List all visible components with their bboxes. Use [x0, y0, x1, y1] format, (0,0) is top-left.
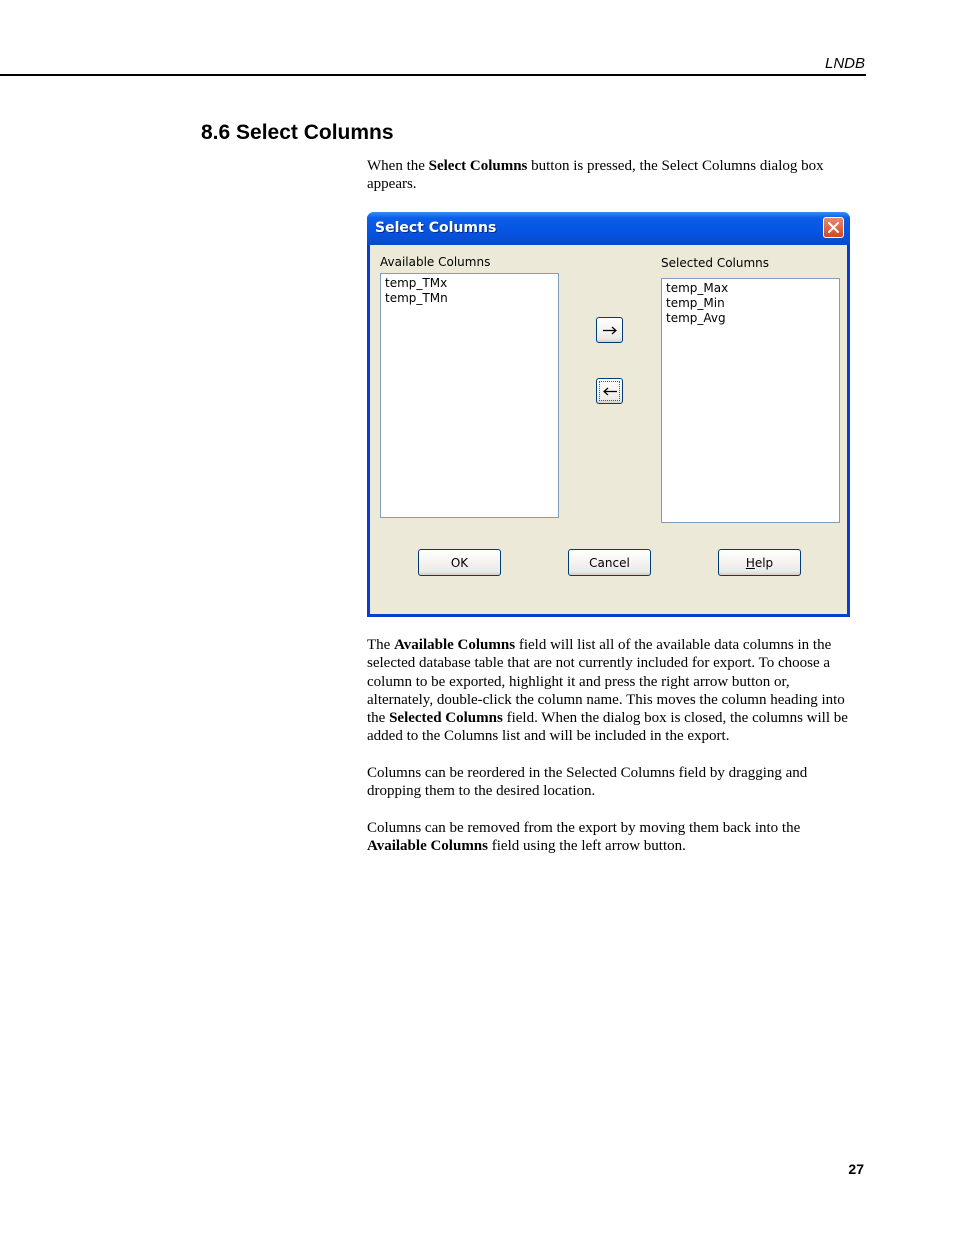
intro-text-1: When the: [367, 158, 429, 174]
available-columns-list[interactable]: [380, 273, 559, 518]
paragraph-reorder: Columns can be reordered in the Selected Columns field by dragging and dropping them to the desired location.: [367, 765, 808, 800]
focus-rect: [599, 381, 620, 401]
paragraph-remove: [367, 819, 855, 856]
intro-bold-select-columns: Select Columns: [428, 158, 528, 174]
section-title: 8.6 Select Columns: [201, 121, 394, 144]
intro-paragraph: [367, 157, 855, 194]
p3-text-2: field using the left arrow button.: [488, 838, 686, 855]
list-item[interactable]: temp_TMx: [385, 276, 448, 290]
help-label: elp: [754, 555, 774, 570]
list-item[interactable]: temp_Min: [666, 296, 725, 310]
p1-bold-available-columns: Available Columns: [394, 637, 516, 653]
dialog-title-bar[interactable]: [367, 212, 850, 245]
p1-bold-selected-columns: Selected Columns: [389, 710, 503, 727]
list-item[interactable]: temp_Avg: [666, 311, 726, 325]
help-button[interactable]: [718, 549, 801, 576]
p1-text-1: The: [367, 637, 395, 653]
paragraph-available-columns: [367, 636, 855, 746]
arrow-right-icon: [602, 326, 618, 335]
selected-columns-list[interactable]: [661, 278, 840, 523]
close-button[interactable]: [823, 217, 844, 238]
p3-text-1: Columns can be removed from the export by moving them back into the: [367, 820, 801, 836]
p1-text-3: field. When the dialog box is closed, the columns will be added to the Columns list and will be included in the export.: [367, 710, 848, 745]
move-right-button[interactable]: [596, 317, 623, 343]
close-icon: [828, 222, 839, 233]
page-number: 27: [848, 1161, 864, 1177]
header-rule: [0, 74, 866, 76]
running-head: LNDB: [824, 55, 865, 72]
list-item[interactable]: temp_TMn: [385, 291, 448, 305]
p1-text-2: field will list all of the available data columns in the selected database table that are not currently included for export. To choose a column to be exported, highlight it and press the right arrow button or, alternately, double-click the column name. This moves the column heading into the: [367, 637, 845, 727]
dialog-title: Select Columns: [375, 220, 497, 236]
cancel-button[interactable]: Cancel: [568, 549, 651, 576]
available-columns-label: Available Columns: [380, 255, 491, 269]
move-left-button[interactable]: [596, 378, 623, 404]
list-item[interactable]: temp_Max: [666, 281, 729, 295]
arrow-left-icon: [602, 387, 618, 396]
help-mnemonic: H: [745, 555, 755, 570]
ok-button[interactable]: OK: [418, 549, 501, 576]
intro-text-2: button is pressed, the Select Columns dialog box appears.: [367, 158, 824, 193]
p3-bold-available-columns: Available Columns: [367, 838, 488, 855]
select-columns-dialog: [367, 212, 850, 617]
selected-columns-label: Selected Columns: [661, 256, 770, 270]
